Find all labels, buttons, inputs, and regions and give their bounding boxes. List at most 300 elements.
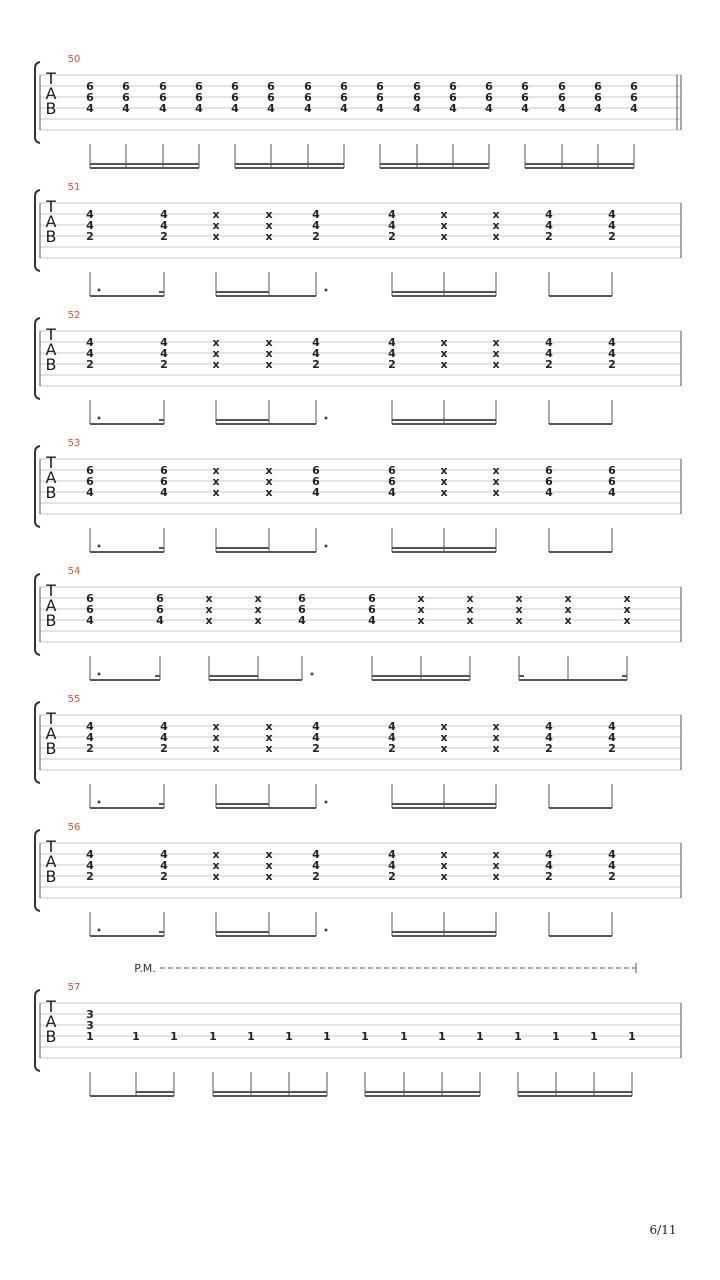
fret-number: 6	[340, 91, 348, 104]
fret-number: x	[564, 603, 572, 616]
measure-number: 52	[67, 310, 81, 321]
fret-number: 4	[231, 102, 239, 115]
fret-number: 6	[267, 80, 275, 93]
fret-number: 4	[312, 336, 320, 349]
fret-number: x	[564, 614, 572, 627]
fret-number: 4	[608, 208, 616, 221]
fret-number: 2	[608, 870, 616, 883]
fret-number: 2	[545, 742, 553, 755]
fret-number: 1	[590, 1030, 598, 1043]
fret-number: 1	[323, 1030, 331, 1043]
fret-number: 6	[558, 80, 566, 93]
tab-clef-letter: B	[45, 99, 57, 118]
fret-number: 6	[195, 80, 203, 93]
fret-number: 6	[312, 475, 320, 488]
fret-number: 4	[122, 102, 130, 115]
fret-number: x	[205, 592, 213, 605]
tab-system-56	[35, 822, 681, 936]
fret-number: x	[466, 603, 474, 616]
fret-number: 1	[285, 1030, 293, 1043]
fret-number: 6	[86, 603, 94, 616]
measure-number: 50	[67, 54, 81, 65]
fret-number: x	[212, 464, 220, 477]
tab-clef-letter: T	[46, 69, 56, 88]
tab-clef-letter: B	[45, 1027, 57, 1046]
fret-number: x	[212, 486, 220, 499]
fret-number: 2	[388, 742, 396, 755]
fret-number: 4	[195, 102, 203, 115]
fret-number: 4	[608, 219, 616, 232]
fret-number: x	[254, 592, 262, 605]
fret-number: 2	[388, 870, 396, 883]
tab-system-51	[35, 182, 681, 296]
fret-number: 6	[86, 91, 94, 104]
fret-number: 4	[558, 102, 566, 115]
fret-number: 4	[594, 102, 602, 115]
fret-number: x	[265, 848, 273, 861]
fret-number: x	[440, 870, 448, 883]
fret-number: x	[265, 208, 273, 221]
fret-number: x	[265, 358, 273, 371]
fret-number: 4	[608, 486, 616, 499]
fret-number: x	[212, 358, 220, 371]
fret-number: x	[466, 614, 474, 627]
fret-number: 6	[485, 91, 493, 104]
fret-number: 4	[545, 720, 553, 733]
fret-number: 1	[476, 1030, 484, 1043]
tab-clef-letter: A	[45, 212, 57, 231]
fret-number: x	[265, 742, 273, 755]
fret-number: x	[212, 742, 220, 755]
fret-number: 4	[160, 486, 168, 499]
fret-number: 4	[86, 720, 94, 733]
fret-number: 2	[545, 870, 553, 883]
fret-number: x	[212, 859, 220, 872]
fret-number: x	[265, 230, 273, 243]
fret-number: 4	[86, 219, 94, 232]
fret-number: 4	[376, 102, 384, 115]
fret-number: x	[254, 603, 262, 616]
tab-clef-letter: T	[46, 997, 56, 1016]
fret-number: 4	[449, 102, 457, 115]
fret-number: 1	[132, 1030, 140, 1043]
fret-number: 4	[86, 208, 94, 221]
fret-number: 2	[608, 358, 616, 371]
dot	[98, 417, 101, 420]
fret-number: x	[265, 870, 273, 883]
fret-number: 4	[312, 720, 320, 733]
fret-number: x	[265, 347, 273, 360]
fret-number: x	[492, 870, 500, 883]
fret-number: 6	[86, 475, 94, 488]
tab-clef-letter: A	[45, 724, 57, 743]
fret-number: x	[623, 614, 631, 627]
fret-number: x	[212, 848, 220, 861]
fret-number: 4	[312, 848, 320, 861]
fret-number: 4	[608, 336, 616, 349]
fret-number: 4	[388, 848, 396, 861]
fret-number: 4	[312, 219, 320, 232]
measure-number: 51	[67, 182, 81, 193]
fret-number: 3	[86, 1008, 94, 1021]
fret-number: 4	[545, 848, 553, 861]
dot	[98, 929, 101, 932]
fret-number: 6	[122, 80, 130, 93]
fret-number: 4	[312, 731, 320, 744]
fret-number: 4	[86, 486, 94, 499]
fret-number: 6	[368, 592, 376, 605]
fret-number: 2	[160, 742, 168, 755]
system-bracket	[35, 702, 40, 783]
fret-number: 4	[160, 731, 168, 744]
tab-system-53	[35, 438, 681, 552]
tab-clef-letter: T	[46, 709, 56, 728]
fret-number: 6	[594, 91, 602, 104]
fret-number: x	[440, 230, 448, 243]
fret-number: 4	[160, 848, 168, 861]
fret-number: 6	[521, 91, 529, 104]
fret-number: x	[515, 603, 523, 616]
dot	[325, 417, 328, 420]
fret-number: 4	[388, 219, 396, 232]
fret-number: 6	[413, 80, 421, 93]
measure-number: 56	[67, 822, 81, 833]
fret-number: 4	[388, 486, 396, 499]
system-bracket	[35, 318, 40, 399]
fret-number: 2	[545, 358, 553, 371]
fret-number: 2	[545, 230, 553, 243]
fret-number: 4	[86, 731, 94, 744]
tab-clef-letter: A	[45, 468, 57, 487]
fret-number: 6	[267, 91, 275, 104]
fret-number: x	[417, 603, 425, 616]
fret-number: x	[492, 208, 500, 221]
fret-number: 2	[312, 870, 320, 883]
fret-number: 4	[304, 102, 312, 115]
fret-number: 4	[86, 102, 94, 115]
fret-number: 6	[231, 91, 239, 104]
fret-number: 2	[86, 358, 94, 371]
fret-number: x	[515, 614, 523, 627]
fret-number: 4	[312, 486, 320, 499]
measure-number: 57	[67, 982, 81, 993]
fret-number: 6	[630, 80, 638, 93]
fret-number: 4	[545, 336, 553, 349]
tab-clef-letter: B	[45, 355, 57, 374]
fret-number: 4	[608, 848, 616, 861]
tab-clef-letter: T	[46, 837, 56, 856]
system-bracket	[35, 830, 40, 911]
measure-number: 55	[67, 694, 81, 705]
fret-number: x	[492, 486, 500, 499]
fret-number: 4	[160, 347, 168, 360]
fret-number: 4	[485, 102, 493, 115]
fret-number: 6	[521, 80, 529, 93]
fret-number: x	[265, 475, 273, 488]
fret-number: 6	[160, 464, 168, 477]
fret-number: 4	[298, 614, 306, 627]
fret-number: x	[440, 208, 448, 221]
fret-number: 6	[86, 464, 94, 477]
fret-number: x	[265, 731, 273, 744]
fret-number: 2	[312, 742, 320, 755]
fret-number: x	[265, 219, 273, 232]
fret-number: x	[205, 614, 213, 627]
fret-number: 4	[388, 208, 396, 221]
fret-number: x	[212, 219, 220, 232]
fret-number: x	[623, 603, 631, 616]
tab-system-54	[35, 566, 681, 680]
fret-number: 6	[608, 464, 616, 477]
fret-number: 6	[298, 592, 306, 605]
dot	[98, 545, 101, 548]
fret-number: x	[265, 859, 273, 872]
fret-number: 4	[160, 336, 168, 349]
fret-number: 6	[86, 80, 94, 93]
fret-number: x	[440, 347, 448, 360]
fret-number: 4	[86, 336, 94, 349]
fret-number: 6	[388, 475, 396, 488]
fret-number: 4	[545, 208, 553, 221]
fret-number: 4	[368, 614, 376, 627]
fret-number: x	[440, 464, 448, 477]
fret-number: 6	[304, 91, 312, 104]
fret-number: x	[265, 464, 273, 477]
fret-number: 6	[413, 91, 421, 104]
fret-number: 3	[86, 1019, 94, 1032]
fret-number: 4	[267, 102, 275, 115]
fret-number: x	[212, 870, 220, 883]
fret-number: x	[212, 731, 220, 744]
fret-number: 4	[312, 208, 320, 221]
fret-number: x	[440, 859, 448, 872]
fret-number: 4	[388, 859, 396, 872]
fret-number: x	[492, 347, 500, 360]
fret-number: x	[440, 848, 448, 861]
fret-number: 1	[247, 1030, 255, 1043]
tab-clef-letter: T	[46, 325, 56, 344]
dot	[98, 289, 101, 292]
tab-clef-letter: A	[45, 596, 57, 615]
dot	[325, 801, 328, 804]
fret-number: x	[205, 603, 213, 616]
fret-number: x	[265, 486, 273, 499]
fret-number: 4	[608, 731, 616, 744]
fret-number: x	[440, 720, 448, 733]
fret-number: 6	[376, 80, 384, 93]
fret-number: 6	[368, 603, 376, 616]
fret-number: 4	[340, 102, 348, 115]
fret-number: x	[440, 336, 448, 349]
measure-number: 54	[67, 566, 81, 577]
fret-number: 4	[545, 219, 553, 232]
fret-number: 4	[388, 731, 396, 744]
fret-number: x	[492, 848, 500, 861]
fret-number: 1	[628, 1030, 636, 1043]
fret-number: 4	[160, 720, 168, 733]
fret-number: x	[492, 358, 500, 371]
dot	[325, 545, 328, 548]
fret-number: 4	[521, 102, 529, 115]
tab-clef-letter: B	[45, 483, 57, 502]
fret-number: 2	[160, 358, 168, 371]
fret-number: x	[492, 859, 500, 872]
fret-number: 4	[312, 347, 320, 360]
fret-number: x	[212, 720, 220, 733]
fret-number: x	[440, 358, 448, 371]
system-bracket	[35, 990, 40, 1071]
fret-number: 6	[159, 91, 167, 104]
fret-number: 6	[304, 80, 312, 93]
fret-number: 6	[298, 603, 306, 616]
fret-number: 4	[545, 859, 553, 872]
fret-number: x	[440, 731, 448, 744]
system-bracket	[35, 190, 40, 271]
fret-number: 4	[86, 614, 94, 627]
fret-number: x	[254, 614, 262, 627]
fret-number: 6	[558, 91, 566, 104]
fret-number: 1	[438, 1030, 446, 1043]
fret-number: 6	[340, 80, 348, 93]
fret-number: 6	[159, 80, 167, 93]
tab-clef-letter: A	[45, 1012, 57, 1031]
fret-number: x	[212, 347, 220, 360]
fret-number: x	[212, 475, 220, 488]
fret-number: 4	[608, 859, 616, 872]
fret-number: x	[212, 336, 220, 349]
fret-number: x	[492, 731, 500, 744]
fret-number: 2	[312, 230, 320, 243]
fret-number: x	[515, 592, 523, 605]
fret-number: 4	[545, 347, 553, 360]
fret-number: 1	[514, 1030, 522, 1043]
fret-number: 6	[485, 80, 493, 93]
fret-number: 4	[159, 102, 167, 115]
fret-number: 1	[552, 1030, 560, 1043]
fret-number: 4	[608, 720, 616, 733]
fret-number: x	[417, 592, 425, 605]
fret-number: 4	[388, 336, 396, 349]
fret-number: 1	[209, 1030, 217, 1043]
fret-number: 1	[361, 1030, 369, 1043]
tab-system-57	[35, 962, 681, 1096]
measure-number: 53	[67, 438, 81, 449]
tab-clef-letter: A	[45, 852, 57, 871]
fret-number: 4	[86, 347, 94, 360]
page-number: 6/11	[649, 1223, 677, 1237]
system-bracket	[35, 446, 40, 527]
fret-number: 4	[160, 208, 168, 221]
fret-number: 6	[160, 475, 168, 488]
fret-number: x	[492, 720, 500, 733]
fret-number: 2	[608, 230, 616, 243]
tab-system-52	[35, 310, 681, 424]
fret-number: x	[212, 230, 220, 243]
fret-number: x	[212, 208, 220, 221]
tab-system-55	[35, 694, 681, 808]
fret-number: x	[440, 742, 448, 755]
fret-number: x	[492, 464, 500, 477]
tab-system-50	[35, 54, 681, 168]
fret-number: 2	[86, 870, 94, 883]
fret-number: x	[492, 219, 500, 232]
fret-number: 2	[608, 742, 616, 755]
fret-number: 6	[312, 464, 320, 477]
fret-number: 6	[156, 592, 164, 605]
fret-number: 6	[376, 91, 384, 104]
fret-number: 4	[545, 731, 553, 744]
fret-number: x	[492, 230, 500, 243]
fret-number: 6	[86, 592, 94, 605]
fret-number: 4	[388, 720, 396, 733]
fret-number: 2	[388, 230, 396, 243]
system-bracket	[35, 62, 40, 143]
tab-clef-letter: A	[45, 84, 57, 103]
palm-mute-label: P.M.	[134, 962, 156, 975]
fret-number: 1	[170, 1030, 178, 1043]
fret-number: 6	[195, 91, 203, 104]
dot	[311, 673, 314, 676]
system-bracket	[35, 574, 40, 655]
dot	[98, 801, 101, 804]
fret-number: 2	[160, 870, 168, 883]
fret-number: 6	[545, 475, 553, 488]
dot	[325, 289, 328, 292]
fret-number: x	[466, 592, 474, 605]
fret-number: 6	[608, 475, 616, 488]
tab-clef-letter: B	[45, 227, 57, 246]
fret-number: 2	[312, 358, 320, 371]
fret-number: 1	[86, 1030, 94, 1043]
fret-number: x	[564, 592, 572, 605]
fret-number: 4	[608, 347, 616, 360]
fret-number: x	[417, 614, 425, 627]
fret-number: 2	[388, 358, 396, 371]
fret-number: 4	[630, 102, 638, 115]
fret-number: 6	[231, 80, 239, 93]
fret-number: 6	[156, 603, 164, 616]
fret-number: 6	[122, 91, 130, 104]
fret-number: 6	[388, 464, 396, 477]
fret-number: 6	[630, 91, 638, 104]
tab-clef-letter: T	[46, 197, 56, 216]
fret-number: 6	[449, 80, 457, 93]
fret-number: 4	[86, 859, 94, 872]
fret-number: 6	[594, 80, 602, 93]
fret-number: x	[623, 592, 631, 605]
fret-number: x	[492, 742, 500, 755]
fret-number: 4	[160, 859, 168, 872]
fret-number: 4	[312, 859, 320, 872]
fret-number: 6	[545, 464, 553, 477]
fret-number: 4	[86, 848, 94, 861]
tab-clef-letter: A	[45, 340, 57, 359]
fret-number: 1	[400, 1030, 408, 1043]
fret-number: x	[440, 475, 448, 488]
fret-number: 4	[156, 614, 164, 627]
fret-number: 4	[160, 219, 168, 232]
tab-clef-letter: B	[45, 867, 57, 886]
fret-number: x	[265, 720, 273, 733]
fret-number: 6	[449, 91, 457, 104]
fret-number: 2	[86, 742, 94, 755]
fret-number: 4	[388, 347, 396, 360]
fret-number: x	[440, 219, 448, 232]
fret-number: x	[265, 336, 273, 349]
fret-number: 2	[86, 230, 94, 243]
tab-clef-letter: B	[45, 611, 57, 630]
fret-number: x	[492, 336, 500, 349]
